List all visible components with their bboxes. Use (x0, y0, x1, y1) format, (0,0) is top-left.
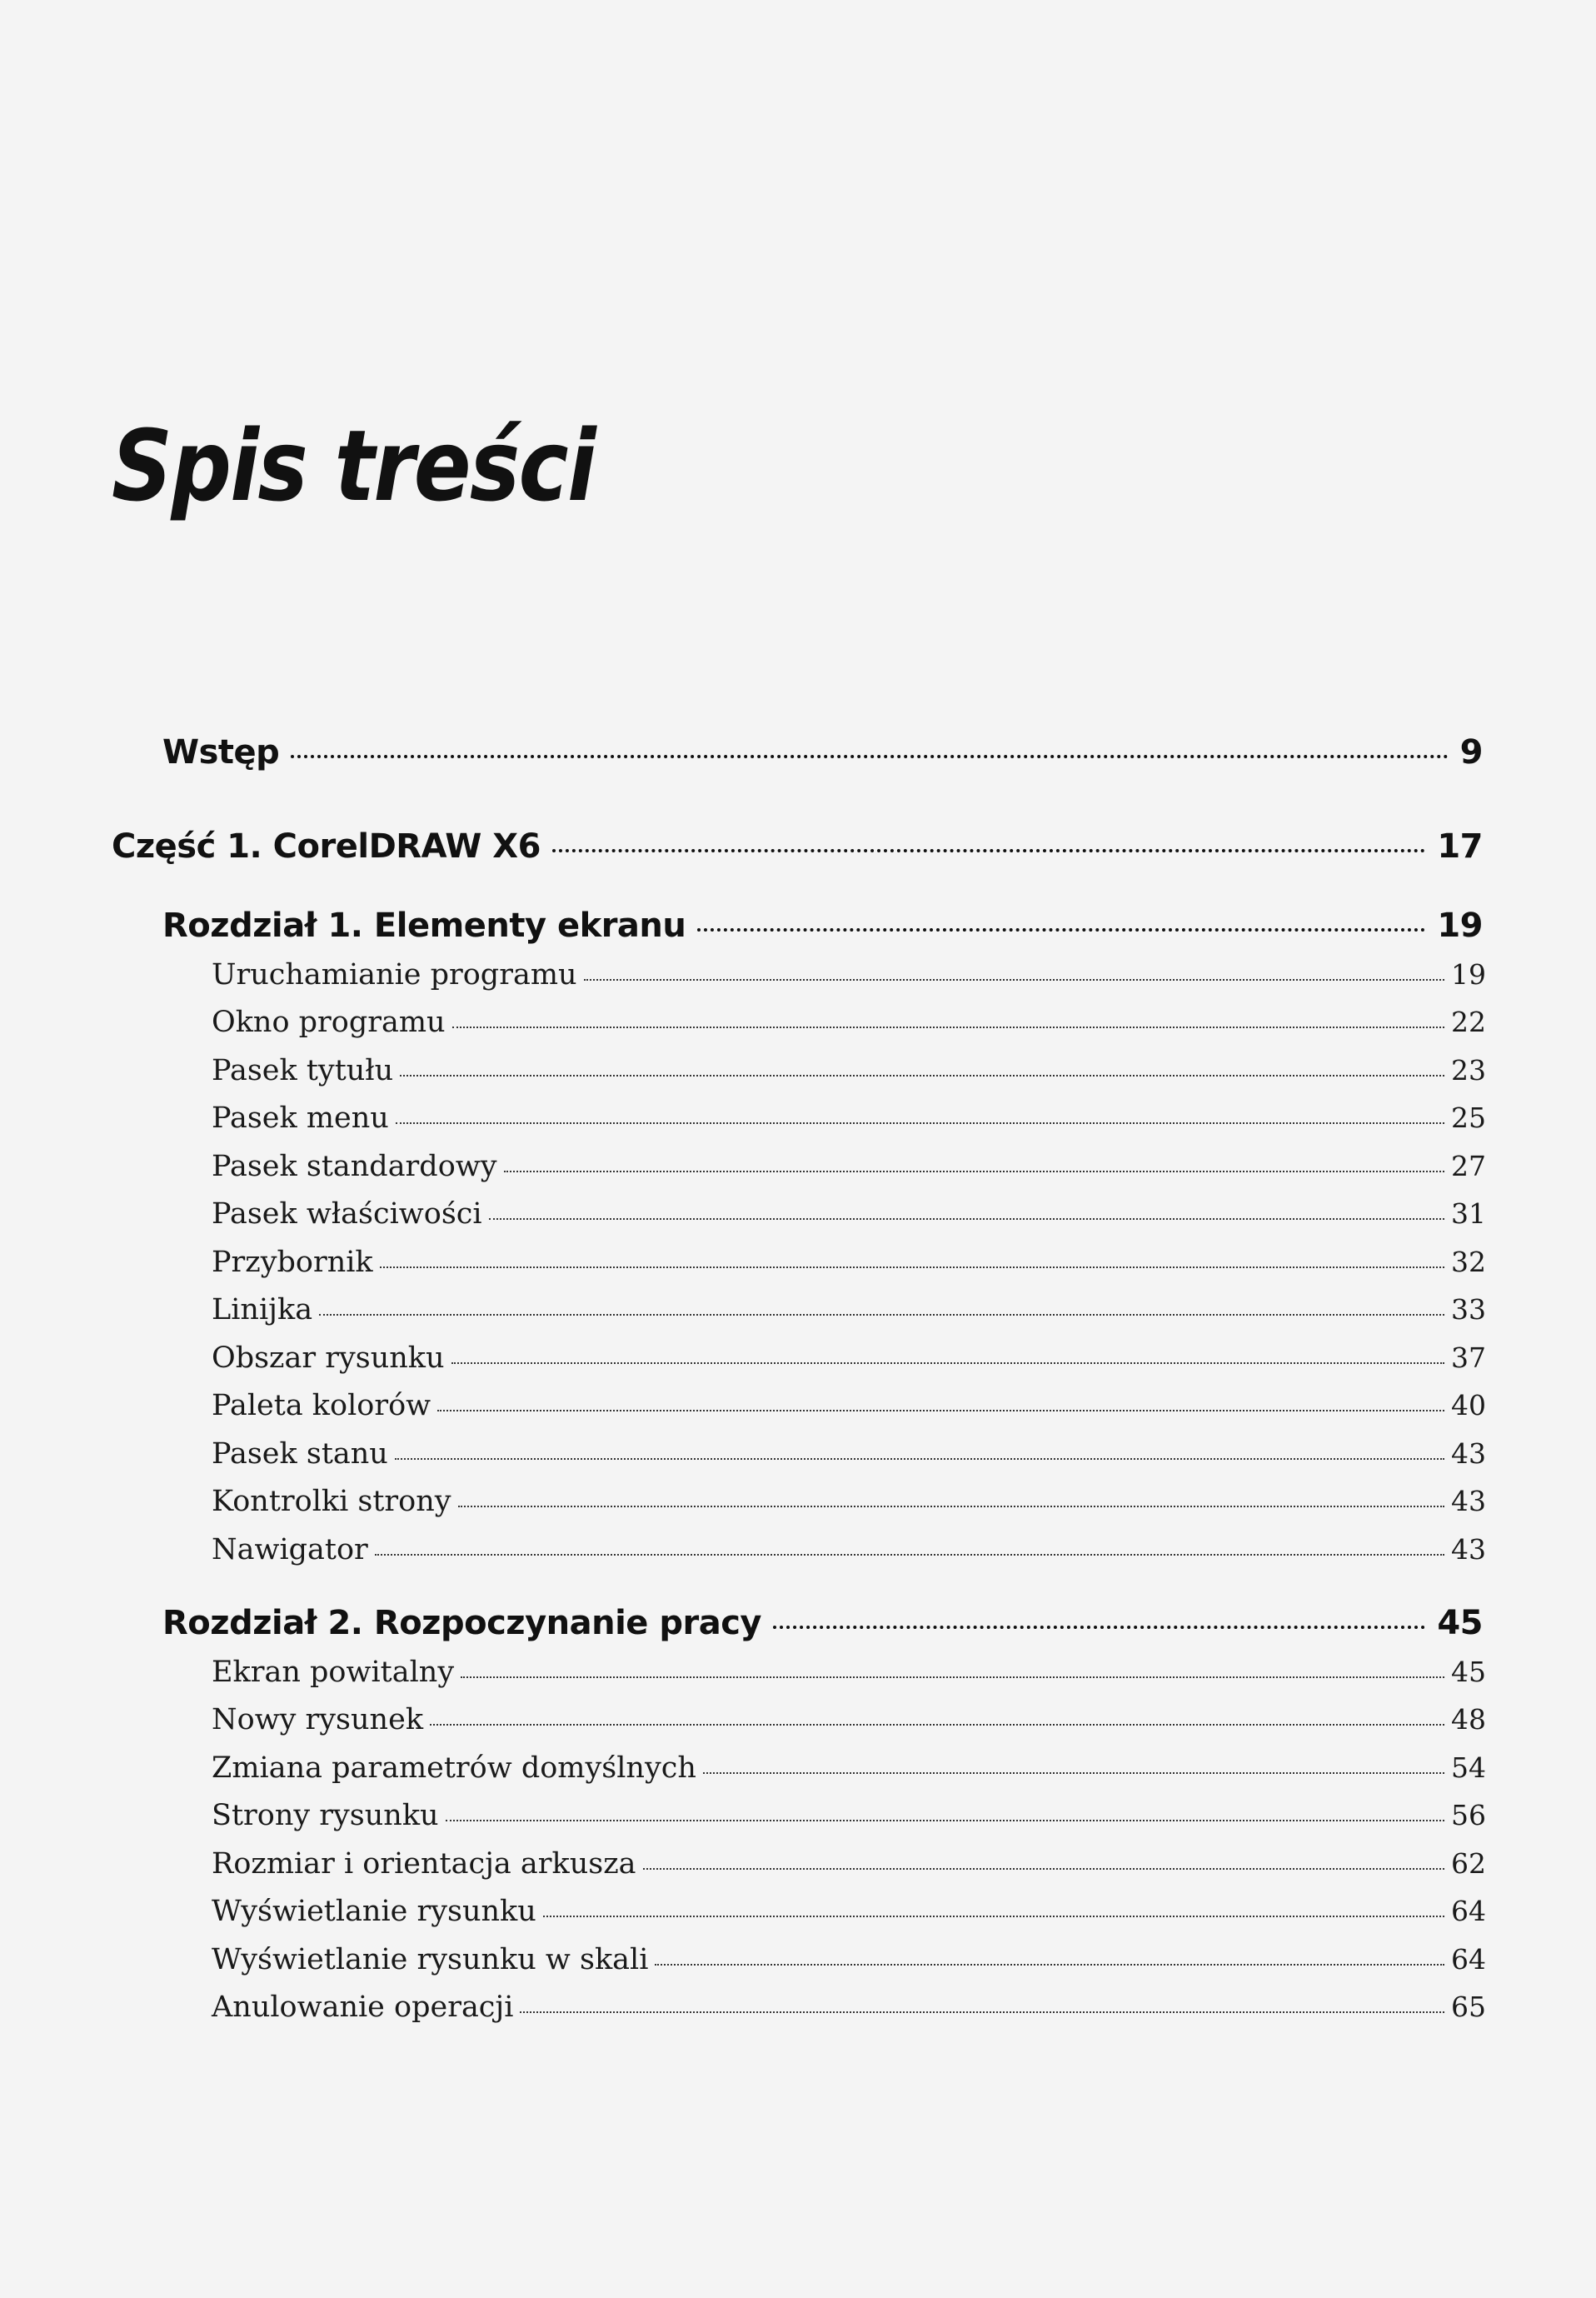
toc-entry-label: Wyświetlanie rysunku w skali (212, 1943, 649, 1976)
dot-leader (773, 1626, 1425, 1629)
toc-entry-label: Uruchamianie programu (212, 958, 577, 992)
dot-leader (489, 1218, 1444, 1220)
toc-entry[interactable] (212, 1437, 1486, 1471)
dot-leader (380, 1266, 1444, 1268)
toc-entry-label: Ekran powitalny (212, 1656, 455, 1689)
dot-leader (437, 1410, 1444, 1411)
toc-entry[interactable] (212, 1102, 1486, 1135)
toc-entry-label: Pasek tytułu (212, 1054, 394, 1087)
toc-entry-page: 23 (1451, 1054, 1486, 1087)
toc-chapter-2-page: 45 (1437, 1604, 1483, 1642)
toc-chapter-2[interactable] (162, 1604, 1483, 1642)
dot-leader (395, 1458, 1444, 1460)
dot-leader (543, 1916, 1444, 1917)
toc-entry-page: 27 (1451, 1150, 1486, 1182)
dot-leader (643, 1868, 1444, 1870)
toc-entry[interactable] (212, 1799, 1486, 1832)
toc-entry-label: Pasek menu (212, 1102, 389, 1135)
toc-chapter-2-label: Rozdział 2. Rozpoczynanie pracy (162, 1604, 761, 1642)
toc-entry-page: 32 (1451, 1246, 1486, 1278)
toc-entry[interactable] (212, 1341, 1486, 1375)
dot-leader (697, 928, 1425, 932)
toc-entry[interactable] (212, 1703, 1486, 1736)
toc-entry-page: 43 (1451, 1533, 1486, 1566)
dot-leader (552, 849, 1425, 852)
toc-entry-page: 45 (1451, 1656, 1486, 1688)
toc-entry[interactable] (212, 1293, 1486, 1326)
toc-entry-page: 25 (1451, 1102, 1486, 1134)
toc-entry-page: 22 (1451, 1006, 1486, 1038)
dot-leader (458, 1506, 1444, 1507)
toc-entry[interactable] (212, 1246, 1486, 1279)
dot-leader (400, 1075, 1444, 1077)
toc-entry-page: 33 (1451, 1293, 1486, 1326)
toc-chapter-1[interactable] (162, 907, 1483, 945)
toc-entry-label: Wyświetlanie rysunku (212, 1895, 536, 1928)
toc-entry[interactable] (212, 1847, 1486, 1881)
toc-entry-label: Pasek standardowy (212, 1150, 497, 1183)
toc-entry-page: 19 (1451, 958, 1486, 991)
dot-leader (461, 1676, 1444, 1678)
dot-leader (396, 1122, 1444, 1124)
toc-chapter-1-label: Rozdział 1. Elementy ekranu (162, 907, 686, 945)
toc-entry-page: 43 (1451, 1485, 1486, 1517)
dot-leader (452, 1027, 1444, 1028)
toc-entry[interactable] (212, 1943, 1486, 1976)
toc-entry-page: 62 (1451, 1847, 1486, 1880)
toc-entry-label: Pasek stanu (212, 1437, 388, 1471)
toc-entry[interactable] (212, 1054, 1486, 1087)
toc-entry-label: Linijka (212, 1293, 313, 1326)
dot-leader (451, 1362, 1444, 1364)
toc-entry-label: Paleta kolorów (212, 1389, 431, 1422)
dot-leader (504, 1171, 1445, 1172)
toc-entry[interactable] (212, 1006, 1486, 1039)
toc-entry-label: Nawigator (212, 1533, 368, 1566)
toc-entry[interactable] (212, 1895, 1486, 1928)
toc-part-1-label: Część 1. CorelDRAW X6 (112, 827, 541, 866)
toc-entry-page: 54 (1451, 1751, 1486, 1784)
toc-intro[interactable] (162, 733, 1483, 772)
toc-entry[interactable] (212, 1485, 1486, 1518)
toc-entry[interactable] (212, 1150, 1486, 1183)
toc-intro-page: 9 (1459, 733, 1483, 772)
dot-leader (375, 1554, 1444, 1556)
toc-entry-page: 40 (1451, 1389, 1486, 1421)
toc-entry-label: Zmiana parametrów domyślnych (212, 1751, 696, 1785)
dot-leader (430, 1724, 1444, 1726)
toc-entry-page: 65 (1451, 1991, 1486, 2023)
page-title: Spis treści (112, 408, 596, 523)
toc-entry[interactable] (212, 1751, 1486, 1785)
dot-leader (655, 1964, 1444, 1966)
toc-entry-page: 43 (1451, 1437, 1486, 1470)
toc-entry-page: 56 (1451, 1799, 1486, 1831)
dot-leader (319, 1314, 1444, 1316)
toc-entry-page: 48 (1451, 1703, 1486, 1736)
toc-entry-page: 31 (1451, 1197, 1486, 1230)
toc-entry-label: Nowy rysunek (212, 1703, 424, 1736)
toc-entry-label: Przybornik (212, 1246, 373, 1279)
toc-entry-page: 64 (1451, 1943, 1486, 1976)
toc-entry-label: Obszar rysunku (212, 1341, 445, 1375)
toc-entry-label: Okno programu (212, 1006, 446, 1039)
toc-entry[interactable] (212, 1197, 1486, 1231)
toc-part-1-page: 17 (1437, 827, 1483, 866)
toc-intro-label: Wstęp (162, 733, 280, 772)
toc-entry[interactable] (212, 1656, 1486, 1689)
toc-entry-label: Anulowanie operacji (212, 1991, 514, 2024)
dot-leader (446, 1820, 1444, 1821)
toc-entry-label: Strony rysunku (212, 1799, 439, 1832)
dot-leader (703, 1772, 1444, 1774)
toc-entry-page: 64 (1451, 1895, 1486, 1927)
dot-leader (584, 979, 1444, 981)
toc-entry-label: Kontrolki strony (212, 1485, 451, 1518)
dot-leader (520, 2011, 1444, 2013)
toc-entry-label: Pasek właściwości (212, 1197, 482, 1231)
toc-entry-page: 37 (1451, 1341, 1486, 1374)
toc-entry-label: Rozmiar i orientacja arkusza (212, 1847, 636, 1881)
toc-entry[interactable] (212, 1533, 1486, 1566)
toc-entry[interactable] (212, 1991, 1486, 2024)
toc-entry[interactable] (212, 958, 1486, 992)
toc-chapter-1-page: 19 (1437, 907, 1483, 945)
dot-leader (291, 755, 1448, 758)
toc-entry[interactable] (212, 1389, 1486, 1422)
toc-part-1[interactable] (112, 827, 1483, 866)
